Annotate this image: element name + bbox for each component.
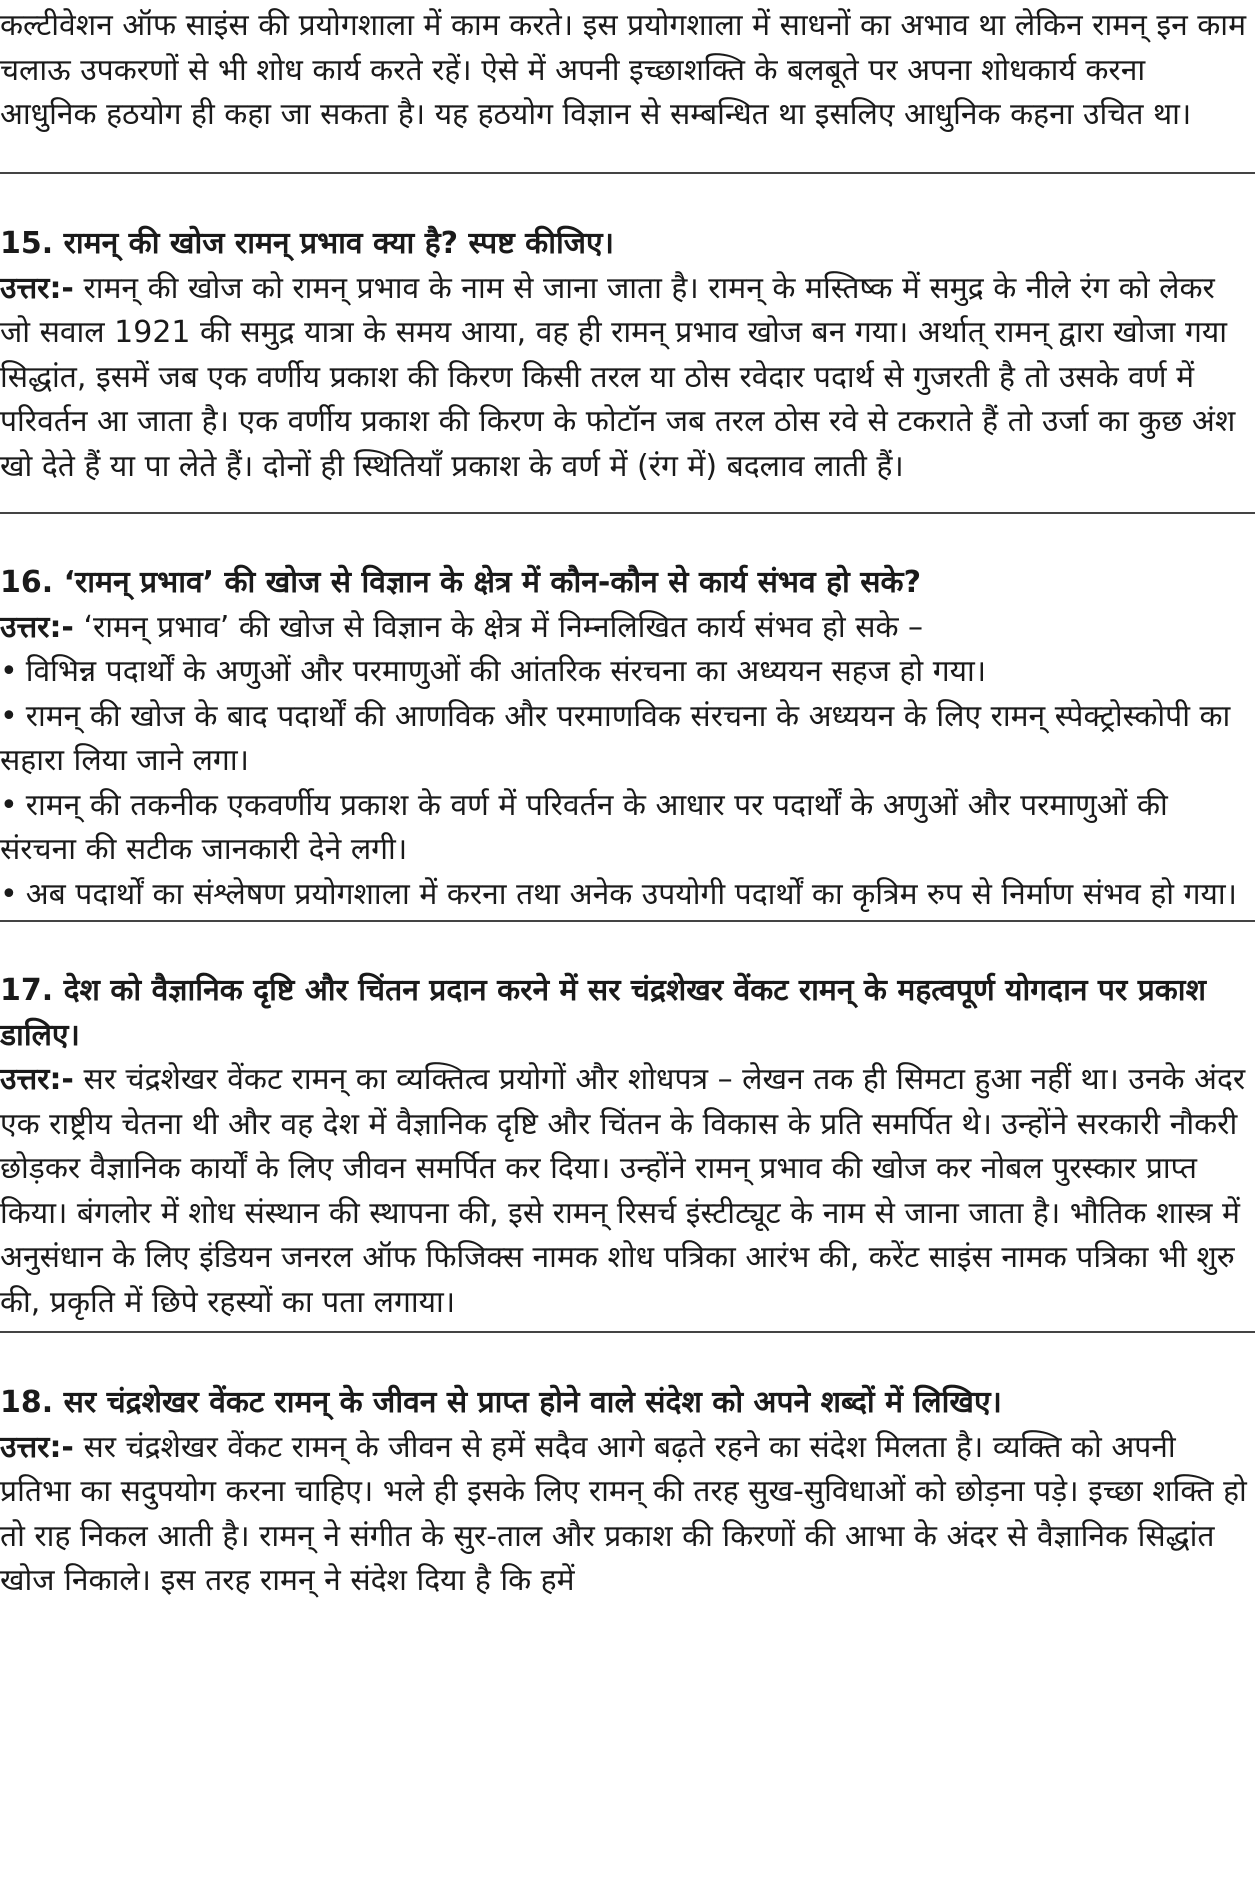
list-item-text: रामन् की तकनीक एकवर्णीय प्रकाश के वर्ण में परिवर्तन के आधार पर पदार्थों के अणुओं और परमाणुओं की संरचना की सटीक जानकारी देने लगी। [0,787,1168,867]
section-divider [0,920,1255,922]
question-15-heading: 15. रामन् की खोज रामन् प्रभाव क्या है? स्पष्ट कीजिए। [0,226,614,261]
list-item [0,873,1250,918]
list-item [0,784,1250,873]
question-18-section [0,1381,1250,1604]
answer-17-text: सर चंद्रशेखर वेंकट रामन् का व्यक्तित्व प्रयोगों और शोधपत्र – लेखन तक ही सिमटा हुआ नहीं था। उनके अंदर एक राष्ट्रीय चेतना थी और वह देश में वैज्ञानिक दृष्टि और चिंतन के विकास के प्रति समर्पित थे। उन्होंने सरकारी नौकरी छोड़कर वैज्ञानिक कार्यों के लिए जीवन समर्पित कर दिया। उन्होंने रामन् प्रभाव की खोज कर नोबल पुरस्कार प्राप्त किया। बंगलोर में शोध संस्थान की स्थापना की, इसे रामन् रिसर्च इंस्टीट्यूट के नाम से जाना जाता है। भौतिक शास्त्र में अनुसंधान के लिए इंडियन जनरल ऑफ फिजिक्स नामक शोध पत्रिका आरंभ की, करेंट साइंस नामक पत्रिका भी शुरु की, प्रकृति में छिपे रहस्यों का पता लगाया। [0,1062,1246,1320]
section-divider [0,512,1255,514]
answer-16-bullet-list [0,650,1250,917]
answer-label: उत्तर:- [0,1062,74,1097]
list-item-text: अब पदार्थों का संश्लेषण प्रयोगशाला में करना तथा अनेक उपयोगी पदार्थों का कृत्रिम रुप से निर्माण संभव हो गया। [25,876,1238,912]
bullet-icon: • [0,654,18,689]
section-divider [0,1331,1255,1333]
answer-label: उत्तर:- [0,609,74,645]
answer-15 [0,267,1250,490]
bullet-icon: • [0,876,18,912]
answer-16 [0,606,1250,651]
question-17-section [0,969,1250,1325]
list-item-text: रामन् की खोज के बाद पदार्थों की आणविक और परमाणविक संरचना के अध्ययन के लिए रामन् स्पेक्ट्रोस्कोपी का सहारा लिया जाने लगा। [0,698,1231,778]
answer-15-text: रामन् की खोज को रामन् प्रभाव के नाम से जाना जाता है। रामन् के मस्तिष्क में समुद्र के नीले रंग को लेकर जो सवाल 1921 की समुद्र यात्रा के समय आया, वह ही रामन् प्रभाव खोज बन गया। अर्थात् रामन् द्वारा खोजा गया सिद्धांत, इसमें जब एक वर्णीय प्रकाश की किरण किसी तरल या ठोस रवेदार पदार्थ से गुजरती है तो उसके वर्ण में परिवर्तन आ जाता है। एक वर्णीय प्रकाश की किरण के फोटॉन जब तरल ठोस रवे से टकराते हैं तो उर्जा का कुछ अंश खो देते हैं या पा लेते हैं। दोनों ही स्थितियाँ प्रकाश के वर्ण में (रंग में) बदलाव लाती हैं। [0,270,1236,484]
question-18-heading: 18. सर चंद्रशेखर वेंकट रामन् के जीवन से प्राप्त होने वाले संदेश को अपने शब्दों में लिखिए। [0,1385,1002,1420]
bullet-icon: • [0,787,18,823]
answer-16-text: ‘रामन् प्रभाव’ की खोज से विज्ञान के क्षेत्र में निम्नलिखित कार्य संभव हो सके – [83,609,924,645]
question-17-heading: 17. देश को वैज्ञानिक दृष्टि और चिंतन प्रदान करने में सर चंद्रशेखर वेंकट रामन् के महत्वपूर्ण योगदान पर प्रकाश डालिए। [0,973,1206,1053]
answer-17 [0,1058,1250,1325]
question-15-section [0,222,1250,489]
bullet-icon: • [0,698,18,734]
list-item [0,695,1250,784]
section-divider [0,172,1255,174]
answer-18-text: सर चंद्रशेखर वेंकट रामन् के जीवन से हमें सदैव आगे बढ़ते रहने का संदेश मिलता है। व्यक्ति को अपनी प्रतिभा का सदुपयोग करना चाहिए। भले ही इसके लिए रामन् की तरह सुख-सुविधाओं को छोड़ना पड़े। इच्छा शक्ति हो तो राह निकल आती है। रामन् ने संगीत के सुर-ताल और प्रकाश की किरणों की आभा के अंदर से वैज्ञानिक सिद्धांत खोज निकाले। इस तरह रामन् ने संदेश दिया है कि हमें [0,1429,1247,1598]
answer-label: उत्तर:- [0,270,74,306]
answer-label: उत्तर:- [0,1429,74,1465]
question-16-section [0,561,1250,917]
intro-paragraph: कल्टीवेशन ऑफ साइंस की प्रयोगशाला में काम करते। इस प्रयोगशाला में साधनों का अभाव था लेकिन रामन् इन काम चलाऊ उपकरणों से भी शोध कार्य करते रहें। ऐसे में अपनी इच्छाशक्ति के बलबूते पर अपना शोधकार्य करना आधुनिक हठयोग ही कहा जा सकता है। यह हठयोग विज्ञान से सम्बन्धित था इसलिए आधुनिक कहना उचित था। [0,8,1247,132]
list-item [0,650,1250,695]
answer-18 [0,1426,1250,1604]
list-item-text: विभिन्न पदार्थों के अणुओं और परमाणुओं की आंतरिक संरचना का अध्ययन सहज हो गया। [25,654,987,689]
question-16-heading: 16. ‘रामन् प्रभाव’ की खोज से विज्ञान के क्षेत्र में कौन-कौन से कार्य संभव हो सके? [0,565,921,600]
